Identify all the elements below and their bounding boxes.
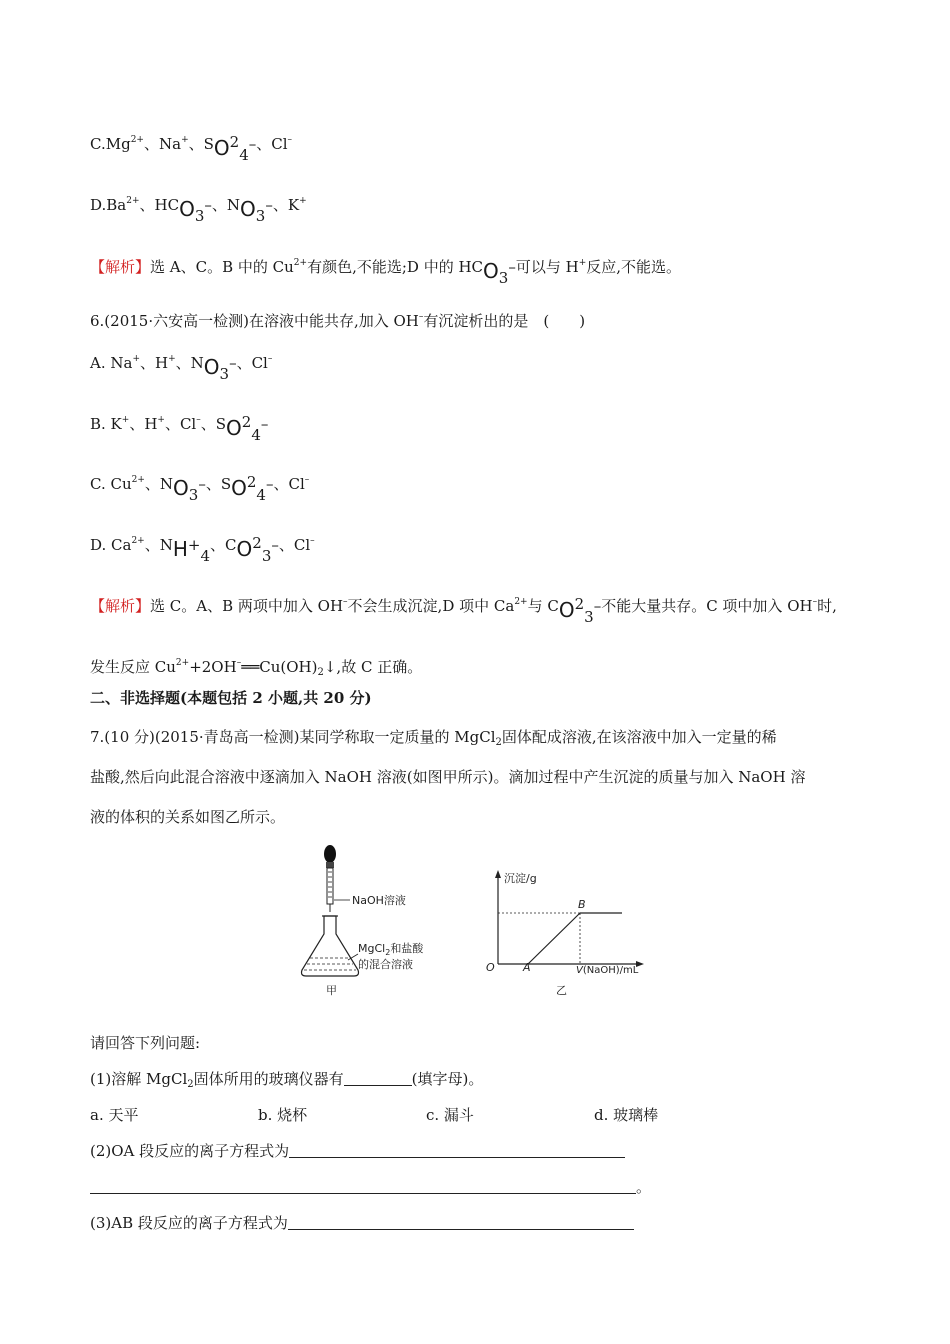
charge: 2+ xyxy=(131,475,145,485)
section-heading: 二、非选择题(本题包括 2 小题,共 20 分) xyxy=(90,689,372,707)
ion-sup: 2 xyxy=(252,534,262,552)
mixture-label-line-2: 的混合溶液 xyxy=(358,958,413,971)
experiment-figure xyxy=(290,842,670,1002)
ion-o: O xyxy=(483,259,499,283)
ion-o: O xyxy=(213,136,230,160)
charge: 2+ xyxy=(130,135,144,145)
charge: + xyxy=(299,196,307,206)
charge: – xyxy=(265,196,273,214)
charge: + xyxy=(157,415,165,425)
subscript: 2 xyxy=(317,667,324,678)
ion-sub: 3 xyxy=(219,365,230,383)
caption-right: 乙 xyxy=(556,984,567,997)
ion-o: O xyxy=(558,598,575,622)
question-7-3 xyxy=(90,1212,634,1234)
charge: 2+ xyxy=(131,536,145,546)
question-7-line-2: 盐酸,然后向此混合溶液中逐滴加入 NaOH 溶液(如图甲所示)。滴加过程中产生沉淀的质量与加入 NaOH 溶 xyxy=(90,768,806,786)
ion-o: O xyxy=(173,476,189,500)
option-text: 、N xyxy=(175,354,204,372)
point-o-label: O xyxy=(486,961,495,974)
charge: – xyxy=(271,536,279,554)
option-text: 、S xyxy=(205,475,232,493)
charge: – xyxy=(343,597,348,607)
ion-sub: 3 xyxy=(255,207,266,225)
analysis-1 xyxy=(90,252,682,287)
point-b-label: B xyxy=(578,898,586,911)
ion-sub: 3 xyxy=(584,608,594,626)
ion: Na xyxy=(158,135,182,153)
ion-sub: 3 xyxy=(188,486,199,504)
answer-blank[interactable] xyxy=(289,1141,625,1158)
option-text: 、Cl xyxy=(273,475,305,493)
question-text: (1)溶解 MgCl xyxy=(90,1070,188,1088)
charge: – xyxy=(287,135,293,145)
option-text: 、C xyxy=(210,536,237,554)
ion-sup: 2 xyxy=(574,595,585,613)
graph-y-label: 沉淀/g xyxy=(504,872,537,885)
option-text: 、N xyxy=(144,536,173,554)
analysis-tag: 【解析】 xyxy=(90,597,151,615)
choice-b: b. 烧杯 xyxy=(258,1106,308,1124)
charge: – xyxy=(310,536,315,546)
question-7-2-continuation xyxy=(90,1176,651,1198)
analysis-text: 与 C xyxy=(527,597,559,615)
ion-h: H xyxy=(172,537,188,561)
option-d-line xyxy=(90,190,307,225)
choice-c: c. 漏斗 xyxy=(426,1106,474,1124)
ion-o: O xyxy=(226,416,242,440)
question-text: (3)AB 段反应的离子方程式为 xyxy=(90,1214,288,1232)
option-text: 、S xyxy=(200,415,227,433)
flask-illustration xyxy=(302,916,359,976)
ion-sup: 2 xyxy=(241,413,252,431)
ion: Mg xyxy=(105,135,131,153)
charge: + xyxy=(187,536,201,554)
charge: 2+ xyxy=(126,196,140,206)
option-label: D. xyxy=(90,196,107,214)
question-6-option-b xyxy=(90,409,269,444)
dropper-illustration xyxy=(324,845,350,912)
ion-sub: 4 xyxy=(200,547,211,565)
option-label: C. xyxy=(90,135,106,153)
question-6-option-d xyxy=(90,530,315,565)
charge: 2+ xyxy=(175,658,190,668)
option-text: D. Ca xyxy=(90,536,132,554)
charge: – xyxy=(198,475,206,493)
charge: 2+ xyxy=(293,258,308,268)
charge: – xyxy=(812,597,818,607)
ion: HC xyxy=(154,196,180,214)
question-text: (2)OA 段反应的离子方程式为 xyxy=(90,1142,290,1160)
graph-x-label: V(NaOH)/mL xyxy=(576,965,639,976)
analysis-text: 可以与 H xyxy=(515,258,579,276)
ion-sub: 4 xyxy=(251,426,261,444)
option-text: C. Cu xyxy=(90,475,132,493)
analysis-text: 时, xyxy=(817,597,837,615)
charge: – xyxy=(229,354,237,372)
ion: Ba xyxy=(106,196,127,214)
charge: – xyxy=(265,475,274,493)
analysis-text: 有颜色,不能选;D 中的 HC xyxy=(307,258,484,276)
option-text: B. K xyxy=(90,415,122,433)
option-c-line xyxy=(90,129,293,164)
ion-sup: 2 xyxy=(229,133,240,151)
charge: – xyxy=(593,597,602,615)
charge: – xyxy=(236,658,242,668)
separator: 、 xyxy=(211,196,227,214)
question-7-line-1 xyxy=(90,726,777,754)
answer-blank[interactable] xyxy=(344,1069,412,1086)
option-text: A. Na xyxy=(90,354,133,372)
answer-blank[interactable] xyxy=(288,1213,634,1230)
charge: + xyxy=(578,258,587,268)
analysis-text: 反应,不能选。 xyxy=(586,258,682,276)
caption-left: 甲 xyxy=(326,984,337,997)
charge: – xyxy=(304,475,310,485)
option-text: 、H xyxy=(139,354,169,372)
subscript: 2 xyxy=(187,1079,194,1090)
charge: 2+ xyxy=(514,597,528,607)
question-6-option-a xyxy=(90,348,273,383)
naoh-label: NaOH溶液 xyxy=(352,894,406,907)
analysis-text: 发生反应 Cu xyxy=(90,658,176,676)
analysis-text: 不能大量共存。C 项中加入 OH xyxy=(601,597,813,615)
question-text: 固体配成溶液,在该溶液中加入一定量的稀 xyxy=(501,728,777,746)
charge: – xyxy=(248,135,257,153)
charge: – xyxy=(267,354,273,364)
charge: – xyxy=(508,258,516,276)
charge: + xyxy=(121,415,130,425)
ion-o: O xyxy=(236,537,253,561)
ion-sub: 3 xyxy=(498,269,509,287)
question-text: 固体所用的玻璃仪器有 xyxy=(193,1070,344,1088)
ion-o: O xyxy=(231,476,247,500)
analysis-text: 不会生成沉淀,D 项中 Ca xyxy=(347,597,515,615)
separator: 、 xyxy=(188,135,204,153)
charge: – xyxy=(204,196,212,214)
separator: 、 xyxy=(139,196,155,214)
separator: 、 xyxy=(143,135,159,153)
question-text: 6.(2015·六安高一检测)在溶液中能共存,加入 OH xyxy=(90,312,419,330)
choice-a: a. 天平 xyxy=(90,1106,139,1124)
question-7-2 xyxy=(90,1140,625,1162)
ion-o: O xyxy=(203,355,220,379)
question-text: (填字母)。 xyxy=(411,1070,484,1088)
option-text: 、Cl xyxy=(236,354,268,372)
question-6-option-c xyxy=(90,469,310,504)
answer-blank[interactable] xyxy=(90,1177,636,1194)
option-text: 、N xyxy=(144,475,174,493)
question-7-1 xyxy=(90,1068,483,1096)
charge: + xyxy=(168,354,176,364)
choice-d: d. 玻璃棒 xyxy=(594,1106,659,1124)
option-text: 、H xyxy=(129,415,158,433)
analysis-text: Cu(OH) xyxy=(259,658,318,676)
analysis-tag: 【解析】 xyxy=(90,258,151,276)
question-text: 7.(10 分)(2015·青岛高一检测)某同学称取一定质量的 MgCl xyxy=(90,728,496,746)
ion-sub: 4 xyxy=(239,146,249,164)
charge: + xyxy=(181,135,189,145)
option-text: 、Cl xyxy=(278,536,311,554)
ion-o: O xyxy=(240,197,256,221)
ion: N xyxy=(226,196,241,214)
ion-sup: 2 xyxy=(246,473,257,491)
ion-sub: 4 xyxy=(256,486,266,504)
analysis-2-line-2 xyxy=(90,652,422,684)
mixture-label-line-1: MgCl$_2$和盐酸 xyxy=(358,942,424,957)
question-text: 有沉淀析出的是 ( ) xyxy=(423,312,586,330)
analysis-text: ↓,故 C 正确。 xyxy=(323,658,423,676)
period: 。 xyxy=(636,1178,652,1196)
ion-sub: 3 xyxy=(261,547,272,565)
ion: S xyxy=(203,135,214,153)
analysis-text: 选 C。A、B 两项中加入 OH xyxy=(150,597,344,615)
analysis-2-line-1 xyxy=(90,591,837,626)
charge: – xyxy=(260,415,269,433)
separator: 、 xyxy=(272,196,288,214)
questions-intro: 请回答下列问题: xyxy=(90,1034,201,1052)
separator: 、 xyxy=(256,135,272,153)
ion: Cl xyxy=(271,135,288,153)
option-text: 、Cl xyxy=(164,415,197,433)
charge: + xyxy=(132,354,140,364)
equals-sign: ══ xyxy=(241,658,260,676)
analysis-text: 选 A、C。B 中的 Cu xyxy=(150,258,294,276)
analysis-text: +2OH xyxy=(189,658,237,676)
point-a-label: A xyxy=(523,961,531,974)
ion-o: O xyxy=(179,197,195,221)
ion: K xyxy=(287,196,300,214)
question-7-line-3: 液的体积的关系如图乙所示。 xyxy=(90,808,286,826)
charge: – xyxy=(418,312,424,322)
question-6-stem xyxy=(90,306,585,332)
charge: – xyxy=(196,415,201,425)
subscript: 2 xyxy=(495,737,502,748)
ion-sub: 3 xyxy=(194,207,205,225)
